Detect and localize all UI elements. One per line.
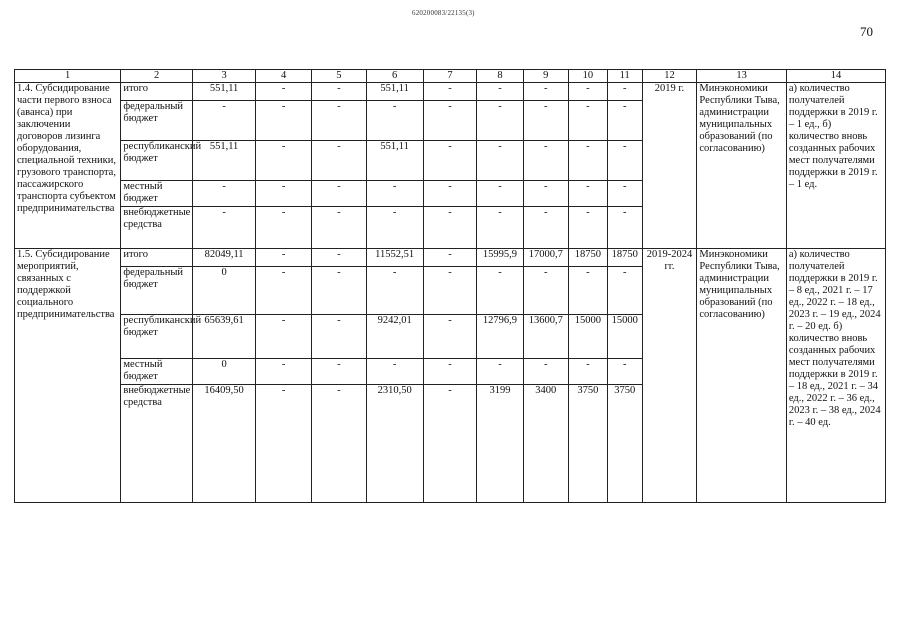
amount-cell: 12796,9 bbox=[477, 315, 523, 359]
amount-cell: - bbox=[311, 181, 366, 207]
amount-cell: - bbox=[366, 181, 423, 207]
amount-cell: - bbox=[568, 141, 607, 181]
amount-cell: 551,11 bbox=[192, 83, 255, 101]
amount-cell: - bbox=[311, 83, 366, 101]
amount-cell: - bbox=[256, 385, 312, 503]
amount-cell: - bbox=[311, 315, 366, 359]
header-cell: 14 bbox=[786, 70, 885, 83]
measure-indicators: а) количество получателей поддержки в 2019 г. – 1 ед., б) количество вновь созданных рабочих мест получателями поддержки в 2019 г. – 1 ед. bbox=[786, 83, 885, 249]
amount-cell: - bbox=[192, 207, 255, 249]
header-row bbox=[15, 70, 886, 83]
amount-cell: - bbox=[256, 207, 312, 249]
amount-cell: - bbox=[523, 207, 568, 249]
amount-cell: - bbox=[311, 359, 366, 385]
amount-cell: - bbox=[256, 101, 312, 141]
amount-cell: 0 bbox=[192, 267, 255, 315]
amount-cell: - bbox=[477, 101, 523, 141]
amount-cell: - bbox=[311, 267, 366, 315]
amount-cell: - bbox=[256, 359, 312, 385]
amount-cell: 16409,50 bbox=[192, 385, 255, 503]
funding-source: республиканский бюджет bbox=[121, 141, 193, 181]
amount-cell: - bbox=[256, 315, 312, 359]
amount-cell: 3750 bbox=[607, 385, 642, 503]
amount-cell: - bbox=[477, 359, 523, 385]
header-cell: 6 bbox=[366, 70, 423, 83]
amount-cell: 15000 bbox=[568, 315, 607, 359]
amount-cell: 13600,7 bbox=[523, 315, 568, 359]
program-table bbox=[14, 69, 886, 503]
amount-cell: - bbox=[607, 359, 642, 385]
amount-cell: - bbox=[607, 207, 642, 249]
amount-cell: 18750 bbox=[607, 249, 642, 267]
amount-cell: 18750 bbox=[568, 249, 607, 267]
amount-cell: 551,11 bbox=[366, 83, 423, 101]
header-cell: 13 bbox=[697, 70, 787, 83]
measure-executor: Минэкономики Республики Тыва, администрации муниципальных образований (по согласованию) bbox=[697, 249, 787, 503]
amount-cell: - bbox=[523, 83, 568, 101]
amount-cell: - bbox=[423, 141, 477, 181]
amount-cell: 551,11 bbox=[192, 141, 255, 181]
amount-cell: - bbox=[311, 249, 366, 267]
table-row bbox=[15, 249, 886, 267]
amount-cell: - bbox=[423, 249, 477, 267]
amount-cell: - bbox=[568, 267, 607, 315]
header-cell: 12 bbox=[642, 70, 697, 83]
amount-cell: - bbox=[311, 141, 366, 181]
amount-cell: - bbox=[366, 359, 423, 385]
amount-cell: 9242,01 bbox=[366, 315, 423, 359]
amount-cell: 3400 bbox=[523, 385, 568, 503]
amount-cell: - bbox=[256, 83, 312, 101]
amount-cell: - bbox=[256, 267, 312, 315]
amount-cell: 15000 bbox=[607, 315, 642, 359]
funding-source: местный бюджет bbox=[121, 359, 193, 385]
header-cell: 8 bbox=[477, 70, 523, 83]
funding-source: итого bbox=[121, 83, 193, 101]
measure-indicators: а) количество получателей поддержки в 2019 г. – 8 ед., 2021 г. – 17 ед., 2022 г. – 18 ед., 2023 г. – 19 ед., 2024 г. – 20 ед. б) количество вновь созданных рабочих мест получателями поддержки в 2019 г. – 18 ед., 2021 г. – 34 ед., 2022 г. – 36 ед., 2023 г. – 38 ед., 2024 г. – 40 ед. bbox=[786, 249, 885, 503]
amount-cell: - bbox=[423, 267, 477, 315]
header-cell: 2 bbox=[121, 70, 193, 83]
amount-cell: - bbox=[607, 267, 642, 315]
amount-cell: - bbox=[477, 181, 523, 207]
amount-cell: - bbox=[423, 101, 477, 141]
amount-cell: - bbox=[568, 181, 607, 207]
amount-cell: - bbox=[256, 249, 312, 267]
amount-cell: - bbox=[423, 315, 477, 359]
amount-cell: 15995,9 bbox=[477, 249, 523, 267]
header-cell: 9 bbox=[523, 70, 568, 83]
funding-source: внебюджетные средства bbox=[121, 385, 193, 503]
amount-cell: - bbox=[423, 385, 477, 503]
amount-cell: - bbox=[311, 101, 366, 141]
header-cell: 11 bbox=[607, 70, 642, 83]
amount-cell: - bbox=[366, 207, 423, 249]
amount-cell: - bbox=[423, 359, 477, 385]
funding-source: республиканский бюджет bbox=[121, 315, 193, 359]
amount-cell: - bbox=[607, 181, 642, 207]
amount-cell: - bbox=[477, 141, 523, 181]
amount-cell: - bbox=[523, 267, 568, 315]
funding-source: итого bbox=[121, 249, 193, 267]
amount-cell: 0 bbox=[192, 359, 255, 385]
amount-cell: - bbox=[192, 181, 255, 207]
header-cell: 4 bbox=[256, 70, 312, 83]
amount-cell: - bbox=[477, 83, 523, 101]
amount-cell: - bbox=[423, 181, 477, 207]
funding-source: внебюджетные средства bbox=[121, 207, 193, 249]
document-id: 620200083/22135(3) bbox=[412, 9, 475, 17]
amount-cell: - bbox=[477, 207, 523, 249]
amount-cell: - bbox=[607, 83, 642, 101]
header-cell: 10 bbox=[568, 70, 607, 83]
amount-cell: - bbox=[523, 181, 568, 207]
amount-cell: - bbox=[366, 267, 423, 315]
amount-cell: - bbox=[568, 101, 607, 141]
amount-cell: 2310,50 bbox=[366, 385, 423, 503]
amount-cell: - bbox=[568, 207, 607, 249]
amount-cell: 551,11 bbox=[366, 141, 423, 181]
amount-cell: - bbox=[568, 359, 607, 385]
amount-cell: - bbox=[423, 207, 477, 249]
header-cell: 5 bbox=[311, 70, 366, 83]
amount-cell: - bbox=[192, 101, 255, 141]
amount-cell: - bbox=[311, 385, 366, 503]
amount-cell: 3750 bbox=[568, 385, 607, 503]
measure-executor: Минэкономики Республики Тыва, администрации муниципальных образований (по согласованию) bbox=[697, 83, 787, 249]
amount-cell: 82049,11 bbox=[192, 249, 255, 267]
measure-title: 1.4. Субсидирование части первого взноса (аванса) при заключении договоров лизинга оборудования, специальной техники, грузового транспорта, пассажирского транспорта субъектом предпринимательства bbox=[15, 83, 121, 249]
amount-cell: 65639,61 bbox=[192, 315, 255, 359]
measure-title: 1.5. Субсидирование мероприятий, связанных с поддержкой социального предпринимательства bbox=[15, 249, 121, 503]
amount-cell: - bbox=[311, 207, 366, 249]
amount-cell: 3199 bbox=[477, 385, 523, 503]
amount-cell: - bbox=[607, 141, 642, 181]
page-number: 70 bbox=[860, 24, 873, 39]
amount-cell: - bbox=[607, 101, 642, 141]
amount-cell: - bbox=[523, 101, 568, 141]
amount-cell: - bbox=[568, 83, 607, 101]
header-cell: 3 bbox=[192, 70, 255, 83]
header-cell: 1 bbox=[15, 70, 121, 83]
amount-cell: - bbox=[366, 101, 423, 141]
table-row bbox=[15, 83, 886, 101]
amount-cell: - bbox=[423, 83, 477, 101]
amount-cell: 17000,7 bbox=[523, 249, 568, 267]
funding-source: федеральный бюджет bbox=[121, 101, 193, 141]
header-cell: 7 bbox=[423, 70, 477, 83]
amount-cell: - bbox=[477, 267, 523, 315]
amount-cell: - bbox=[256, 181, 312, 207]
funding-source: федеральный бюджет bbox=[121, 267, 193, 315]
amount-cell: - bbox=[523, 359, 568, 385]
amount-cell: 11552,51 bbox=[366, 249, 423, 267]
measure-period: 2019-2024 гг. bbox=[642, 249, 697, 503]
amount-cell: - bbox=[523, 141, 568, 181]
measure-period: 2019 г. bbox=[642, 83, 697, 249]
funding-source: местный бюджет bbox=[121, 181, 193, 207]
amount-cell: - bbox=[256, 141, 312, 181]
